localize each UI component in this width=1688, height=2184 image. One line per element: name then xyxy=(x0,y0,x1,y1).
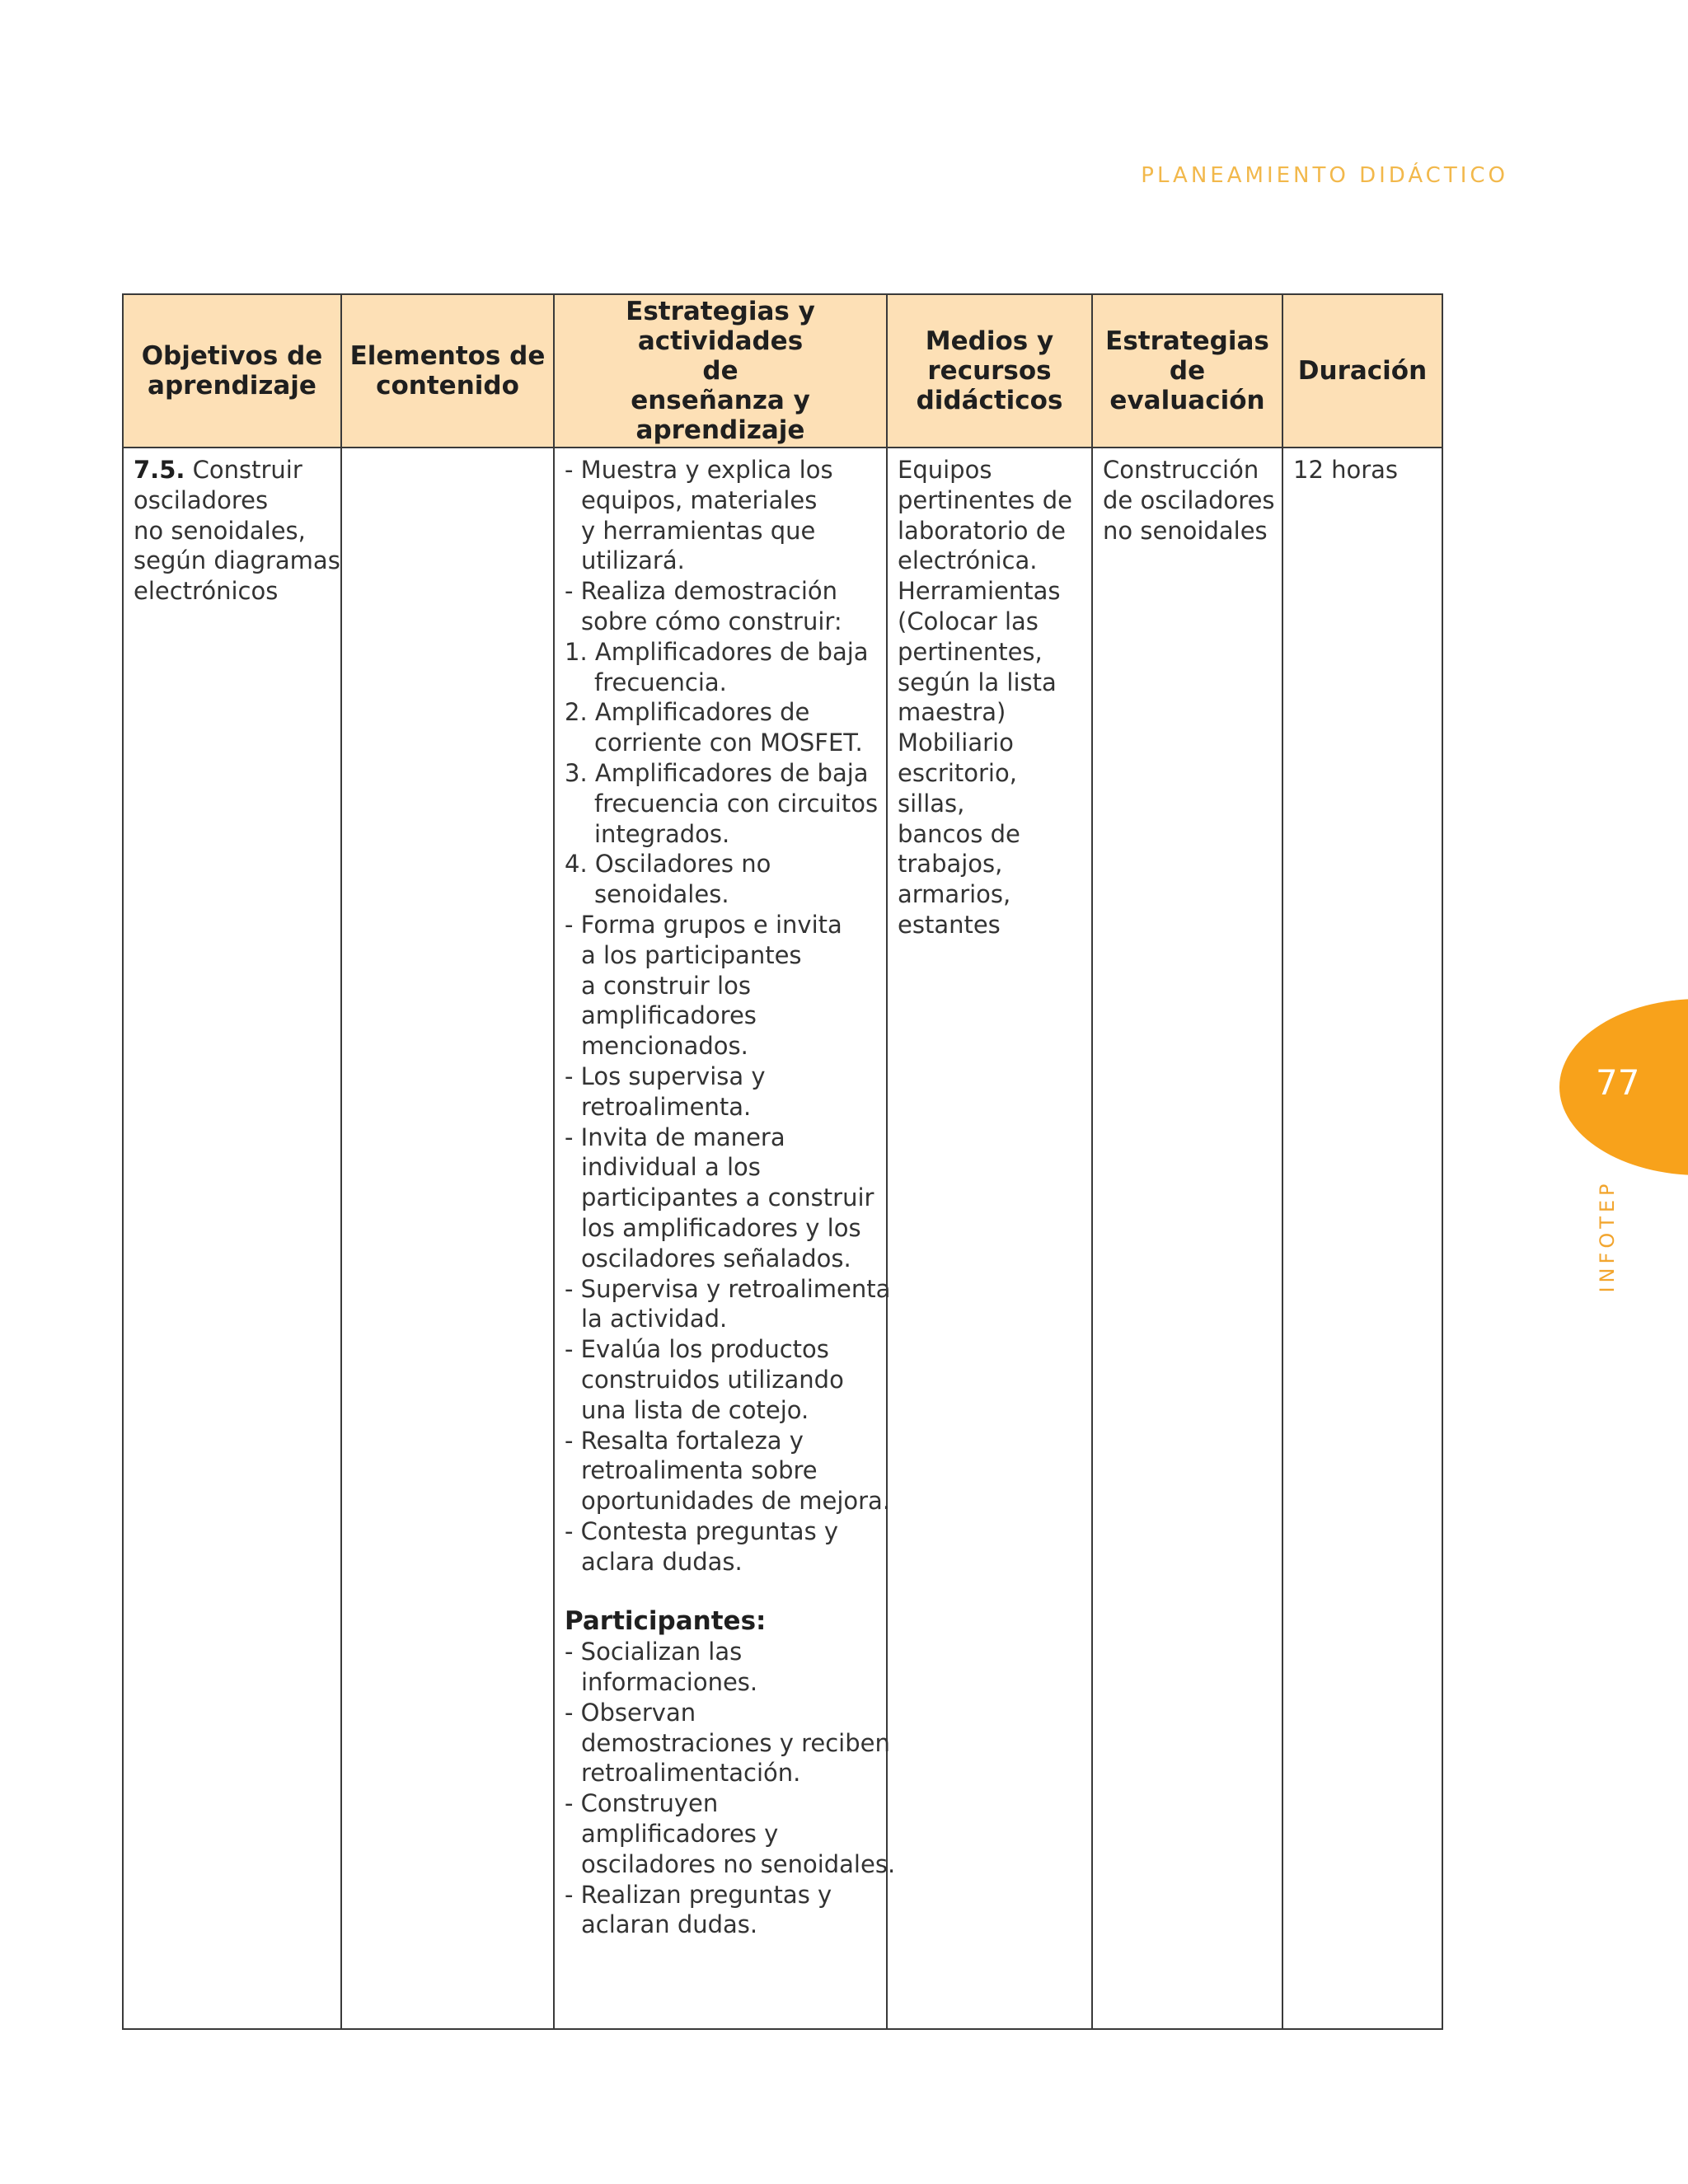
participant-line: informaciones. xyxy=(581,1668,758,1697)
activity-line: - Supervisa y retroalimenta xyxy=(565,1274,891,1303)
activity-line: - Realiza demostración xyxy=(565,577,838,606)
planning-table xyxy=(122,293,1443,2030)
media-line: pertinentes de xyxy=(898,485,1072,514)
cell-evaluacion xyxy=(1092,448,1282,2029)
objective-number: 7.5. xyxy=(134,456,185,484)
table-row xyxy=(123,448,1442,2029)
participant-line: demostraciones y reciben xyxy=(581,1728,890,1757)
activity-line: 1. Amplificadores de baja xyxy=(565,637,869,666)
activity-line: senoidales. xyxy=(594,880,729,909)
objective-line: electrónicos xyxy=(134,577,279,606)
activity-line: a los participantes xyxy=(581,940,802,969)
media-line: estantes xyxy=(898,910,1001,939)
media-line: electrónica. xyxy=(898,546,1038,575)
cell-elementos xyxy=(341,448,554,2029)
activity-line: mencionados. xyxy=(581,1032,748,1061)
page-number: 77 xyxy=(1596,1062,1640,1103)
activity-line: retroalimenta sobre xyxy=(581,1456,818,1485)
activity-line: retroalimenta. xyxy=(581,1092,752,1121)
activity-line: construidos utilizando xyxy=(581,1365,844,1394)
evaluation-line: de osciladores xyxy=(1103,485,1275,514)
activity-line: utilizará. xyxy=(581,546,685,575)
cell-medios xyxy=(887,448,1092,2029)
activity-line: a construir los xyxy=(581,971,751,1000)
activity-line: - Contesta preguntas y xyxy=(565,1516,839,1545)
activity-line: corriente con MOSFET. xyxy=(594,729,863,757)
duration-value: 12 horas xyxy=(1293,456,1399,484)
header-objetivos: Objetivos de aprendizaje xyxy=(123,294,341,448)
activity-line: frecuencia con circuitos xyxy=(594,789,879,818)
activity-line: 4. Osciladores no xyxy=(565,850,771,879)
media-line: sillas, xyxy=(898,789,965,818)
objective-line: según diagramas xyxy=(134,546,340,575)
media-line: Equipos xyxy=(898,456,992,484)
header-evaluacion: Estrategias de evaluación xyxy=(1092,294,1282,448)
media-line: escritorio, xyxy=(898,758,1017,787)
objective-line: Construir xyxy=(192,456,302,484)
participant-line: - Construyen xyxy=(565,1789,719,1818)
cell-duracion xyxy=(1282,448,1442,2029)
activity-line: - Resalta fortaleza y xyxy=(565,1426,804,1455)
running-head: PLANEAMIENTO DIDÁCTICO xyxy=(1141,163,1508,188)
activity-line: individual a los xyxy=(581,1153,761,1182)
participant-line: amplificadores y xyxy=(581,1820,779,1849)
objective-line: no senoidales, xyxy=(134,516,306,545)
activity-line: amplificadores xyxy=(581,1001,757,1030)
activity-line: una lista de cotejo. xyxy=(581,1395,809,1424)
media-line: Mobiliario xyxy=(898,729,1014,757)
cell-actividades xyxy=(554,448,896,2029)
side-brand: INFOTEP xyxy=(1596,1179,1619,1293)
objective-line: osciladores xyxy=(134,485,269,514)
media-line: trabajos, xyxy=(898,850,1003,879)
media-line: Herramientas xyxy=(898,577,1061,606)
participant-line: osciladores no senoidales. xyxy=(581,1849,896,1878)
participant-line: - Socializan las xyxy=(565,1638,743,1666)
participantes-heading: Participantes: xyxy=(565,1606,767,1637)
header-elementos: Elementos de contenido xyxy=(341,294,554,448)
activity-line: frecuencia. xyxy=(594,668,727,696)
activity-line: - Muestra y explica los xyxy=(565,456,833,484)
participant-line: aclaran dudas. xyxy=(581,1910,758,1939)
activity-line: osciladores señalados. xyxy=(581,1244,851,1272)
header-estrategias-actividades: Estrategias y actividades de enseñanza y aprendizaje xyxy=(554,294,887,448)
media-line: según la lista xyxy=(898,668,1057,696)
activity-line: integrados. xyxy=(594,819,730,848)
header-duracion: Duración xyxy=(1282,294,1442,448)
activity-line: aclara dudas. xyxy=(581,1547,743,1576)
media-line: pertinentes, xyxy=(898,637,1043,666)
activity-line: los amplificadores y los xyxy=(581,1213,861,1242)
activity-line: 2. Amplificadores de xyxy=(565,698,810,727)
participant-line: - Realizan preguntas y xyxy=(565,1880,832,1909)
media-line: laboratorio de xyxy=(898,516,1066,545)
table-header-row xyxy=(123,294,1442,448)
activity-line: - Invita de manera xyxy=(565,1122,785,1151)
cell-objetivo xyxy=(123,448,341,2029)
activity-line: 3. Amplificadores de baja xyxy=(565,758,869,787)
evaluation-line: Construcción xyxy=(1103,456,1259,484)
activity-line: - Evalúa los productos xyxy=(565,1335,829,1364)
media-line: bancos de xyxy=(898,819,1020,848)
media-line: armarios, xyxy=(898,880,1011,909)
activity-line: participantes a construir xyxy=(581,1183,874,1212)
activity-line: la actividad. xyxy=(581,1305,728,1333)
activity-line: sobre cómo construir: xyxy=(581,607,842,635)
activity-line: y herramientas que xyxy=(581,516,816,545)
media-line: (Colocar las xyxy=(898,607,1039,635)
activity-line: equipos, materiales xyxy=(581,485,818,514)
participant-line: - Observan xyxy=(565,1698,696,1727)
participant-line: retroalimentación. xyxy=(581,1759,801,1788)
evaluation-line: no senoidales xyxy=(1103,516,1268,545)
activity-line: - Los supervisa y xyxy=(565,1062,766,1090)
media-line: maestra) xyxy=(898,698,1006,727)
header-medios: Medios y recursos didácticos xyxy=(887,294,1092,448)
activity-line: oportunidades de mejora. xyxy=(581,1487,891,1516)
activity-line: - Forma grupos e invita xyxy=(565,910,842,939)
